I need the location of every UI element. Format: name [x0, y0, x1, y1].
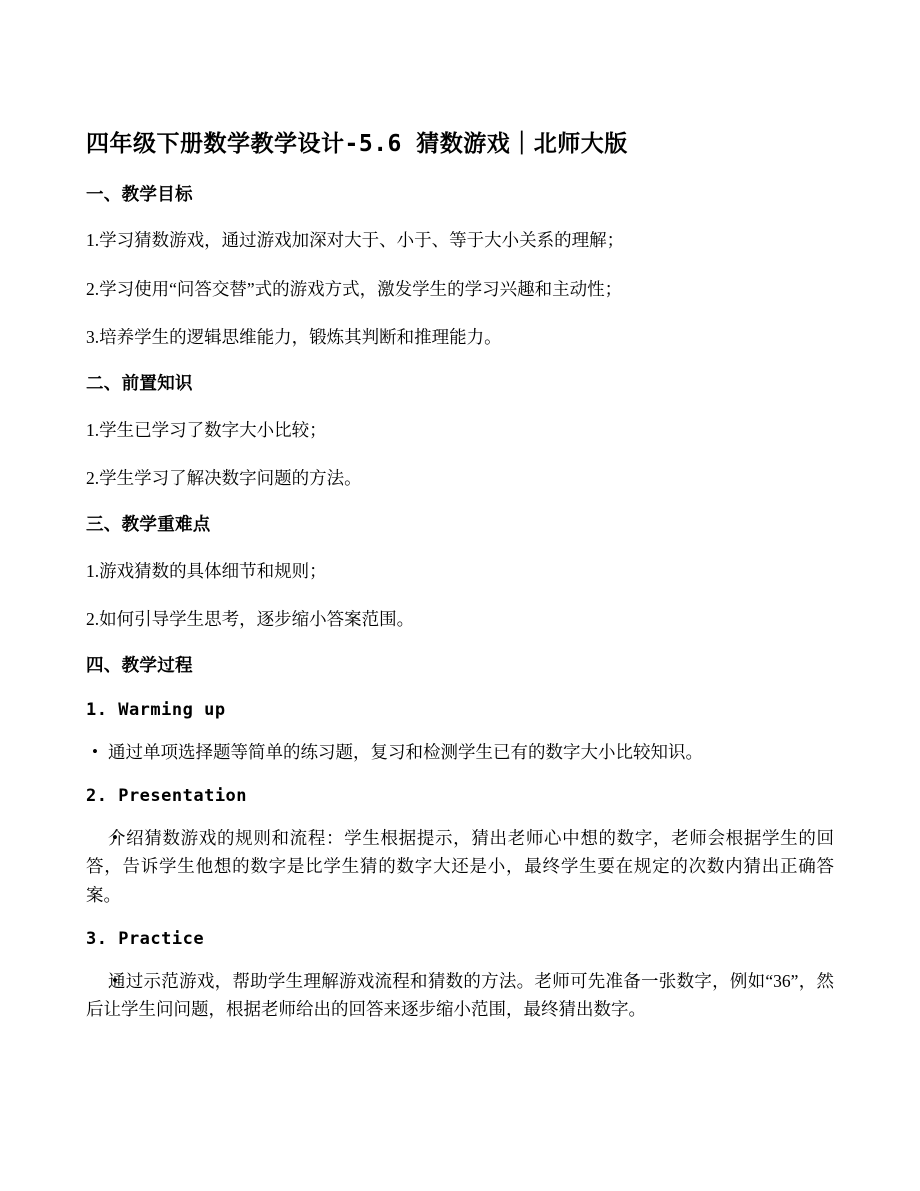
- section-heading-1: 一、教学目标: [86, 185, 193, 206]
- section-heading-2: 二、前置知识: [86, 374, 193, 395]
- subsection-heading-warming-up: 1. Warming up: [86, 699, 226, 720]
- section-1-paragraph-3: 3.培养学生的逻辑思维能力，锻炼其判断和推理能力。: [86, 327, 502, 348]
- section-heading-4: 四、教学过程: [86, 656, 193, 677]
- page-title: 四年级下册数学教学设计-5.6 猜数游戏｜北师大版: [86, 131, 628, 157]
- subsection-warming-up-bullet-1: • 通过单项选择题等简单的练习题，复习和检测学生已有的数字大小比较知识。: [86, 738, 834, 766]
- section-2-paragraph-1: 1.学生已学习了数字大小比较；: [86, 419, 327, 440]
- subsection-practice-bullet-1: • 通过示范游戏，帮助学生理解游戏流程和猜数的方法。老师可先准备一张数字，例如“36”，然后让学生问问题，根据老师给出的回答来逐步缩小范围，最终猜出数字。: [86, 967, 834, 1024]
- section-1-paragraph-1: 1.学习猜数游戏，通过游戏加深对大于、小于、等于大小关系的理解；: [86, 230, 625, 251]
- subsection-heading-presentation: 2. Presentation: [86, 785, 248, 806]
- section-heading-3: 三、教学重难点: [86, 515, 211, 536]
- section-2-paragraph-2: 2.学生学习了解决数字问题的方法。: [86, 468, 362, 489]
- section-3-paragraph-1: 1.游戏猜数的具体细节和规则；: [86, 560, 327, 581]
- section-1-paragraph-2: 2.学习使用“问答交替”式的游戏方式，激发学生的学习兴趣和主动性；: [86, 278, 623, 299]
- section-3-paragraph-2: 2.如何引导学生思考，逐步缩小答案范围。: [86, 609, 415, 629]
- subsection-heading-practice: 3. Practice: [86, 928, 205, 949]
- subsection-presentation-bullet-1: • 介绍猜数游戏的规则和流程：学生根据提示，猜出老师心中想的数字，老师会根据学生的回答，告诉学生他想的数字是比学生猜的数字大还是小，最终学生要在规定的次数内猜出正确答案。: [86, 824, 834, 909]
